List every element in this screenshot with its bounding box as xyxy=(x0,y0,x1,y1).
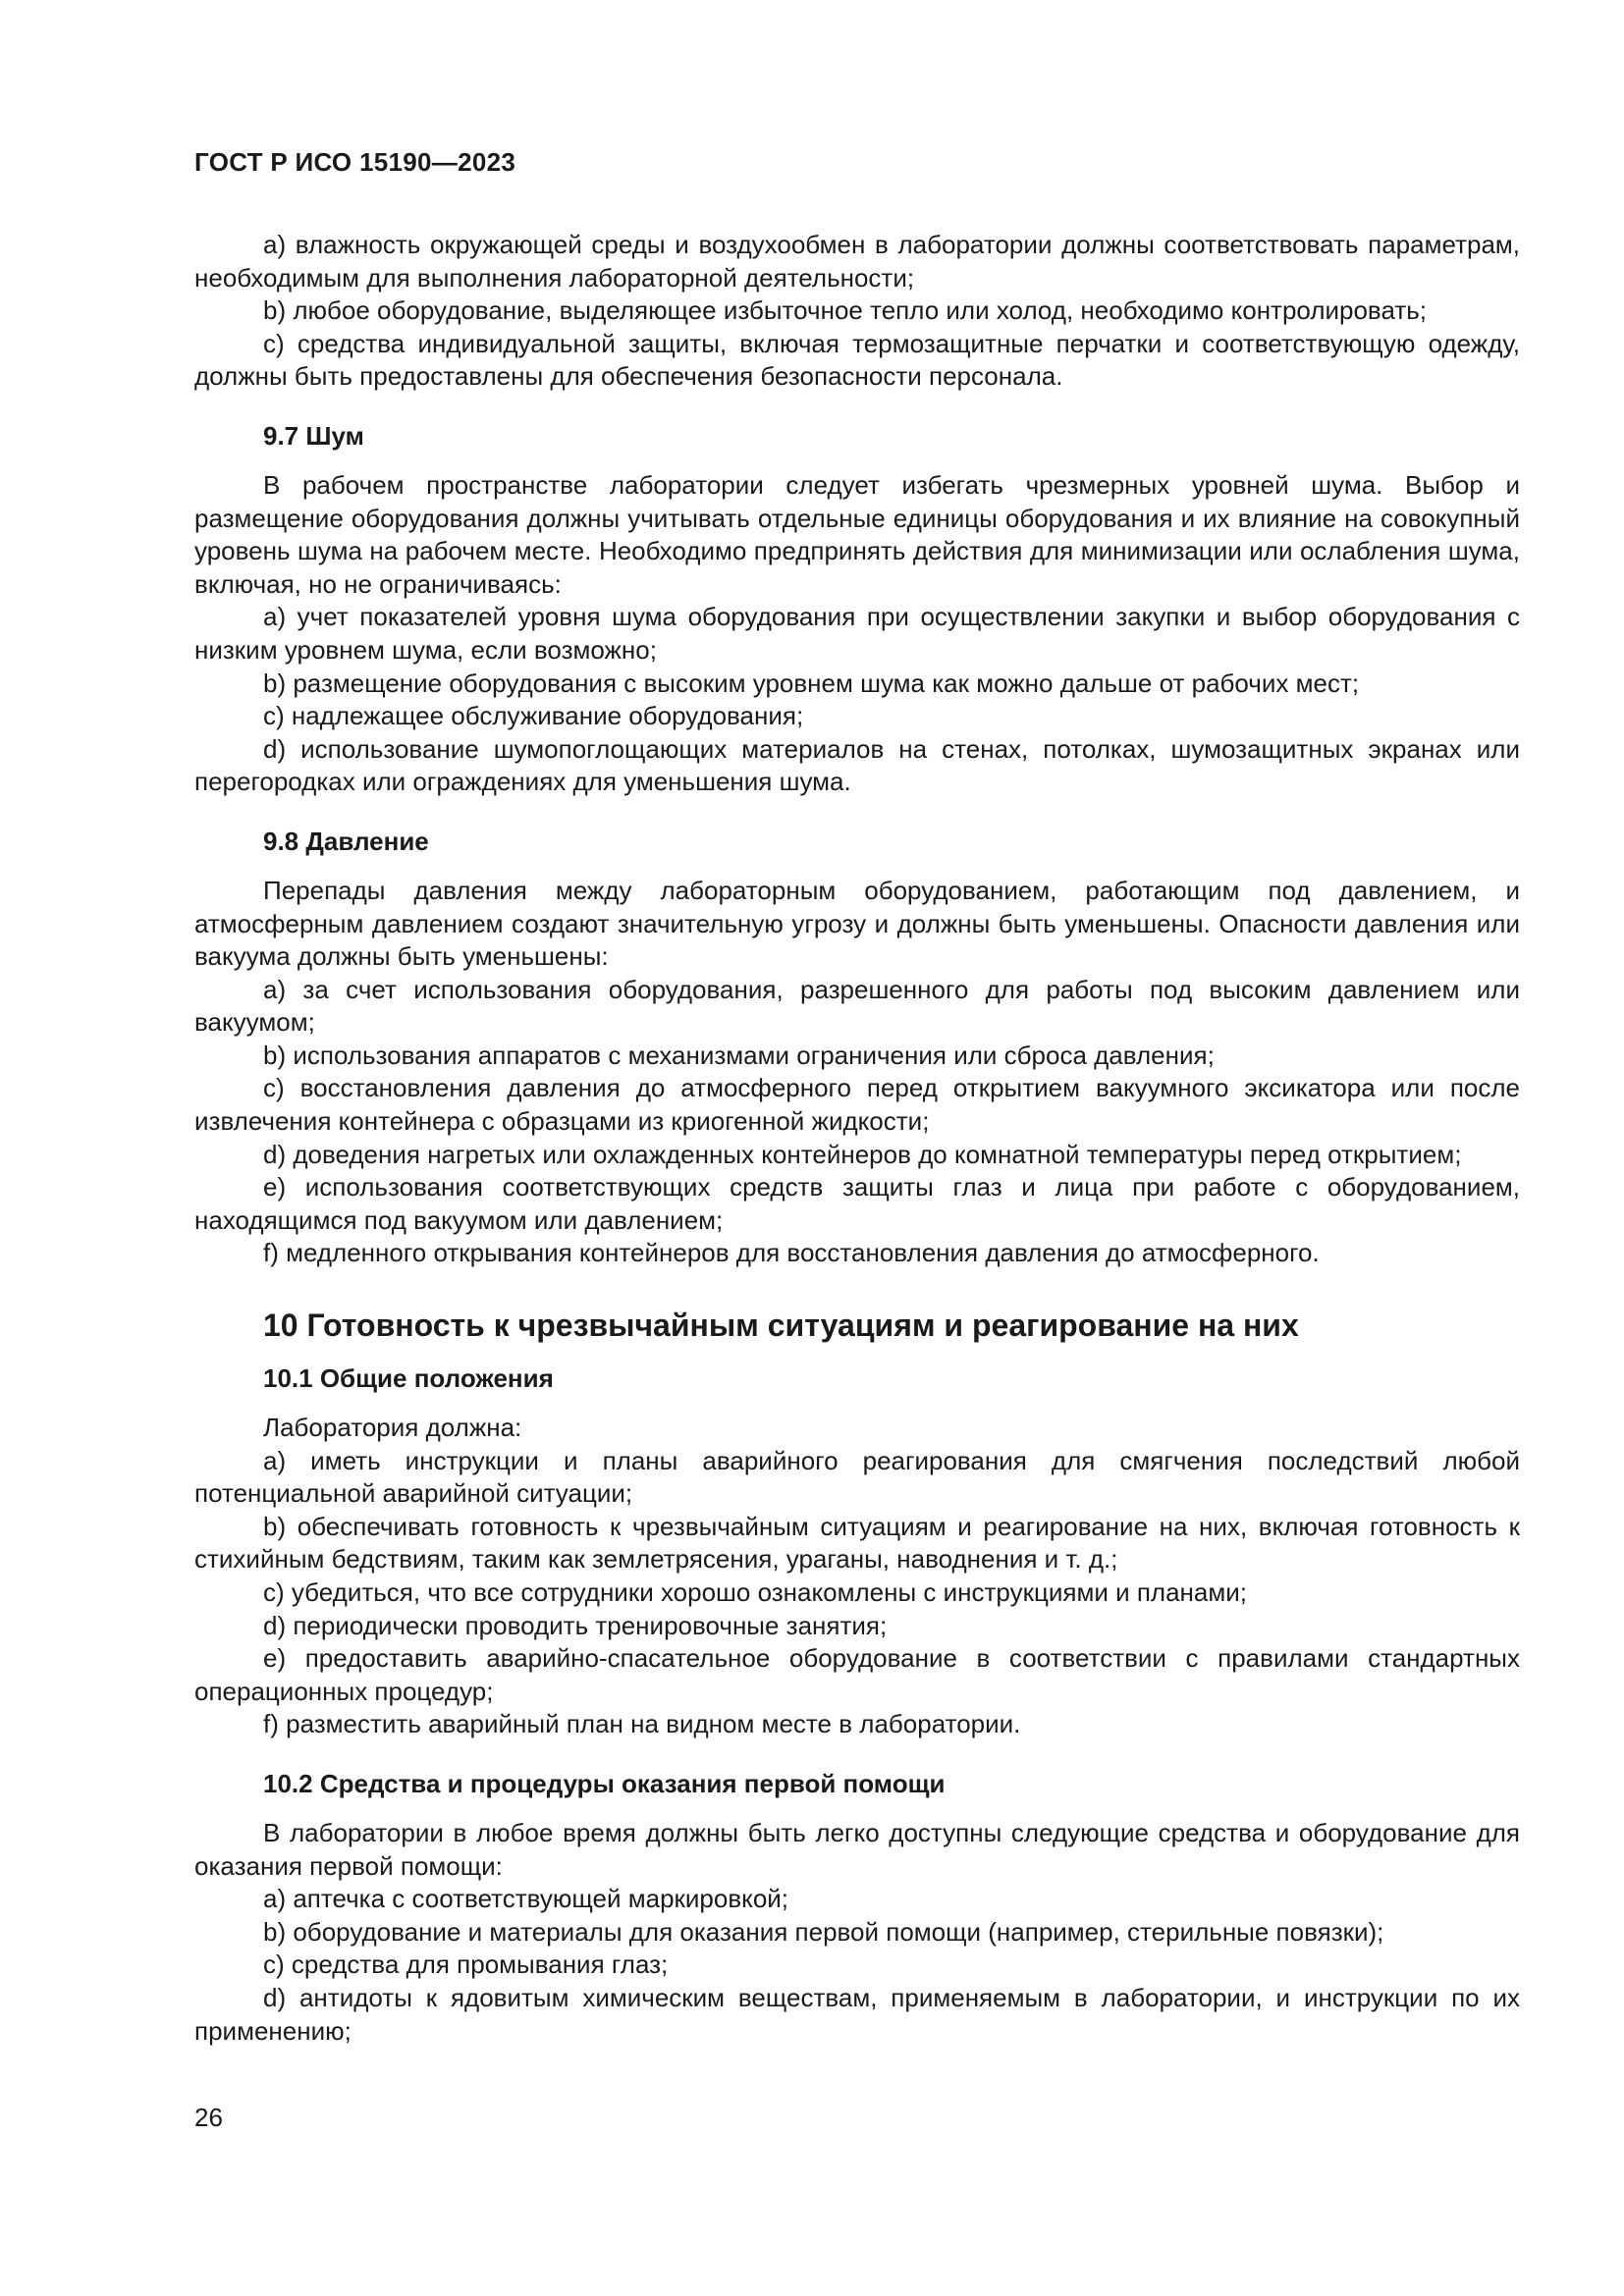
document-page xyxy=(194,147,1520,2048)
paragraph: d) использование шумопоглощающих материалов на стенах, потолках, шумозащитных экранах или перегородках или ограждениях для уменьшения шума. xyxy=(194,733,1520,797)
section-heading: 10 Готовность к чрезвычайным ситуациям и реагирование на них xyxy=(263,1308,1299,1344)
page-number: 26 xyxy=(194,2103,223,2132)
subsection-heading: 9.8 Давление xyxy=(263,826,429,856)
paragraph: a) влажность окружающей среды и воздухообмен в лаборатории должны соответствовать параметрам, необходимым для выполнения лабораторной деятельности; xyxy=(194,230,1520,293)
paragraph: a) учет показателей уровня шума оборудования при осуществлении закупки и выбор оборудования с низким уровнем шума, если возможно; xyxy=(194,602,1520,665)
paragraph: В лаборатории в любое время должны быть легко доступны следующие средства и оборудование для оказания первой помощи: xyxy=(194,1817,1520,1881)
paragraph: a) иметь инструкции и планы аварийного реагирования для смягчения последствий любой потенциальной аварийной ситуации; xyxy=(194,1445,1520,1509)
document-header: ГОСТ Р ИСО 15190—2023 xyxy=(194,147,516,177)
paragraph: c) убедиться, что все сотрудники хорошо ознакомлены с инструкциями и планами; xyxy=(263,1577,1247,1607)
subsection-heading: 10.1 Общие положения xyxy=(263,1363,554,1394)
paragraph: e) использования соответствующих средств защиты глаз и лица при работе с оборудованием, находящимся под вакуумом или давлением; xyxy=(194,1172,1520,1235)
paragraph: Лаборатория должна: xyxy=(263,1413,522,1443)
paragraph: b) обеспечивать готовность к чрезвычайным ситуациям и реагирование на них, включая готовность к стихийным бедствиям, таким как землетрясения, ураганы, наводнения и т. д.; xyxy=(194,1511,1520,1575)
paragraph: f) медленного открывания контейнеров для восстановления давления до атмосферного. xyxy=(263,1238,1320,1268)
document-body xyxy=(194,229,1520,2048)
paragraph: c) средства для промывания глаз; xyxy=(263,1949,669,1980)
paragraph: e) предоставить аварийно-спасательное оборудование в соответствии с правилами стандартных операционных процедур; xyxy=(194,1643,1520,1706)
paragraph: Перепады давления между лабораторным оборудованием, работающим под давлением, и атмосферным давлением создают значительную угрозу и должны быть уменьшены. Опасности давления или вакуума должны быть уменьшены: xyxy=(194,875,1520,972)
paragraph: a) за счет использования оборудования, разрешенного для работы под высоким давлением или вакуумом; xyxy=(194,974,1520,1038)
paragraph: b) оборудование и материалы для оказания первой помощи (например, стерильные повязки); xyxy=(263,1916,1384,1947)
paragraph: d) периодически проводить тренировочные занятия; xyxy=(263,1610,888,1640)
paragraph: a) аптечка с соответствующей маркировкой; xyxy=(263,1884,789,1914)
paragraph: d) антидоты к ядовитым химическим веществам, применяемым в лаборатории, и инструкции по их применению; xyxy=(194,1982,1520,2046)
subsection-heading: 9.7 Шум xyxy=(263,420,364,451)
paragraph: В рабочем пространстве лаборатории следует избегать чрезмерных уровней шума. Выбор и размещение оборудования должны учитывать отдельные единицы оборудования и их влияние на совокупный уровень шума на рабочем месте. Необходимо предпринять действия для минимизации или ослабления шума, включая, но не ограничиваясь: xyxy=(194,469,1520,599)
paragraph: b) размещение оборудования с высоким уровнем шума как можно дальше от рабочих мест; xyxy=(263,667,1360,698)
paragraph: b) любое оборудование, выделяющее избыточное тепло или холод, необходимо контролировать; xyxy=(263,295,1428,326)
paragraph: c) средства индивидуальной защиты, включая термозащитные перчатки и соответствующую одежду, должны быть предоставлены для обеспечения безопасности персонала. xyxy=(194,328,1520,392)
paragraph: f) разместить аварийный план на видном месте в лаборатории. xyxy=(263,1709,1021,1739)
paragraph: d) доведения нагретых или охлажденных контейнеров до комнатной температуры перед открытием; xyxy=(263,1139,1462,1169)
paragraph: c) надлежащее обслуживание оборудования; xyxy=(263,701,804,731)
paragraph: b) использования аппаратов с механизмами ограничения или сброса давления; xyxy=(263,1040,1215,1070)
paragraph: c) восстановления давления до атмосферного перед открытием вакуумного эксикатора или после извлечения контейнера с образцами из криогенной жидкости; xyxy=(194,1073,1520,1137)
subsection-heading: 10.2 Средства и процедуры оказания первой помощи xyxy=(263,1768,946,1798)
